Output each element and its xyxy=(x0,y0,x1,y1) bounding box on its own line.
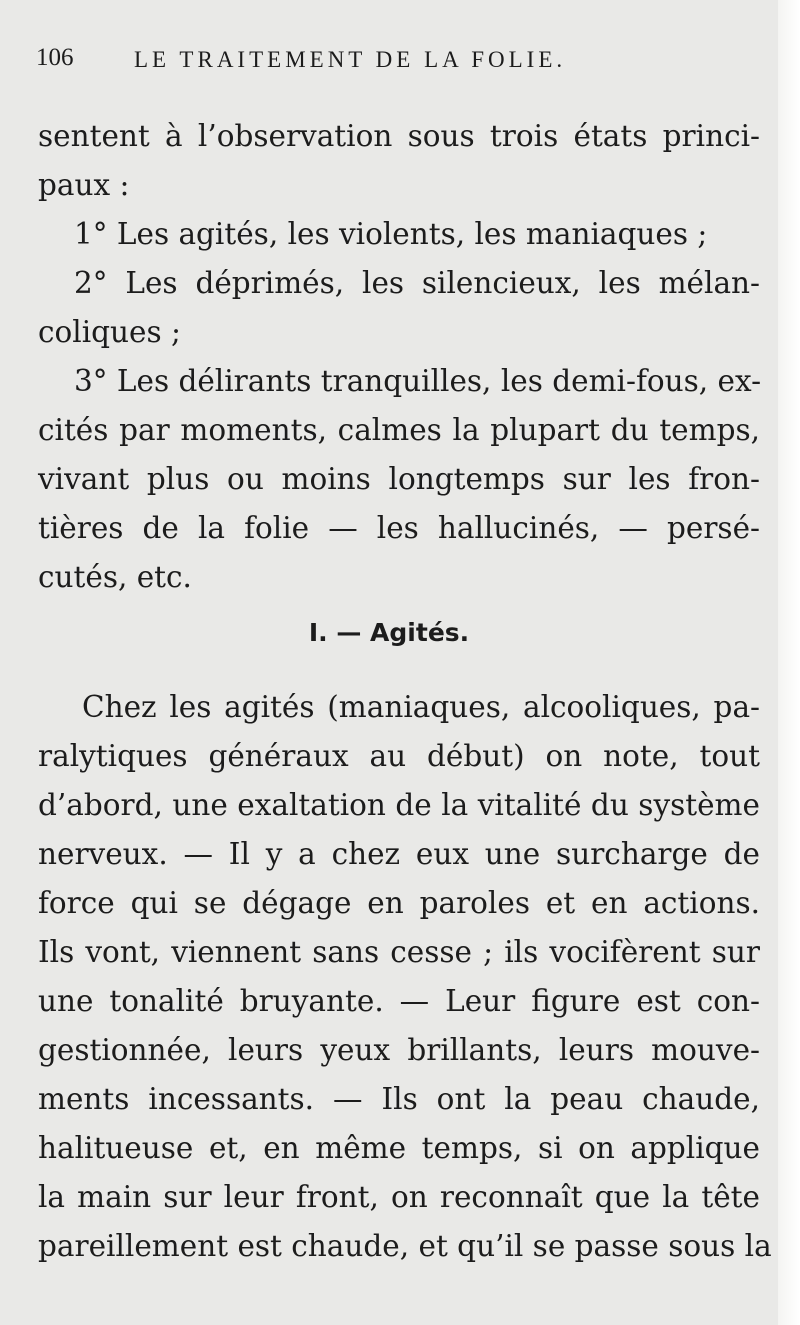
text-line: ments incessants. — Ils ont la peau chaude, xyxy=(38,1082,760,1116)
text-line: coliques ; xyxy=(38,315,181,349)
text-line: sentent à l’observation sous trois états princi- xyxy=(38,119,760,153)
text-line: nerveux. — Il y a chez eux une surcharge de xyxy=(38,837,760,871)
list-item: 2° Les déprimés, les silencieux, les mélan- xyxy=(74,266,760,300)
text-line: pareillement est chaude, et qu’il se passe sous la xyxy=(38,1229,772,1263)
text-line: d’abord, une exaltation de la vitalité du système xyxy=(38,788,760,822)
text-line: ralytiques généraux au début) on note, tout xyxy=(38,739,760,773)
text-line: Ils vont, viennent sans cesse ; ils vocifèrent sur xyxy=(38,935,760,969)
running-title: LE TRAITEMENT DE LA FOLIE. xyxy=(134,47,567,72)
text-line: tières de la folie — les hallucinés, — persé- xyxy=(38,511,760,545)
text-line: vivant plus ou moins longtemps sur les fron- xyxy=(38,462,760,496)
text-line: halitueuse et, en même temps, si on applique xyxy=(38,1131,760,1165)
text-line: cités par moments, calmes la plupart du temps, xyxy=(38,413,760,447)
page-body xyxy=(38,112,772,1271)
text-line: force qui se dégage en paroles et en actions. xyxy=(38,886,760,920)
text-line: cutés, etc. xyxy=(38,560,192,594)
text-line: Chez les agités (maniaques, alcooliques, pa- xyxy=(82,690,760,724)
text-line: gestionnée, leurs yeux brillants, leurs mouve- xyxy=(38,1033,760,1067)
list-item: 3° Les délirants tranquilles, les demi-fous, ex- xyxy=(74,364,762,398)
text-line: la main sur leur front, on reconnaît que la tête xyxy=(38,1180,760,1214)
page-header xyxy=(36,44,738,84)
section-heading: I. — Agités. xyxy=(308,618,470,647)
text-line: une tonalité bruyante. — Leur figure est con- xyxy=(38,984,760,1018)
list-item: 1° Les agités, les violents, les maniaques ; xyxy=(74,217,708,251)
page-number: 106 xyxy=(36,44,74,71)
text-line: paux : xyxy=(38,168,130,202)
page-edge xyxy=(778,0,800,1325)
